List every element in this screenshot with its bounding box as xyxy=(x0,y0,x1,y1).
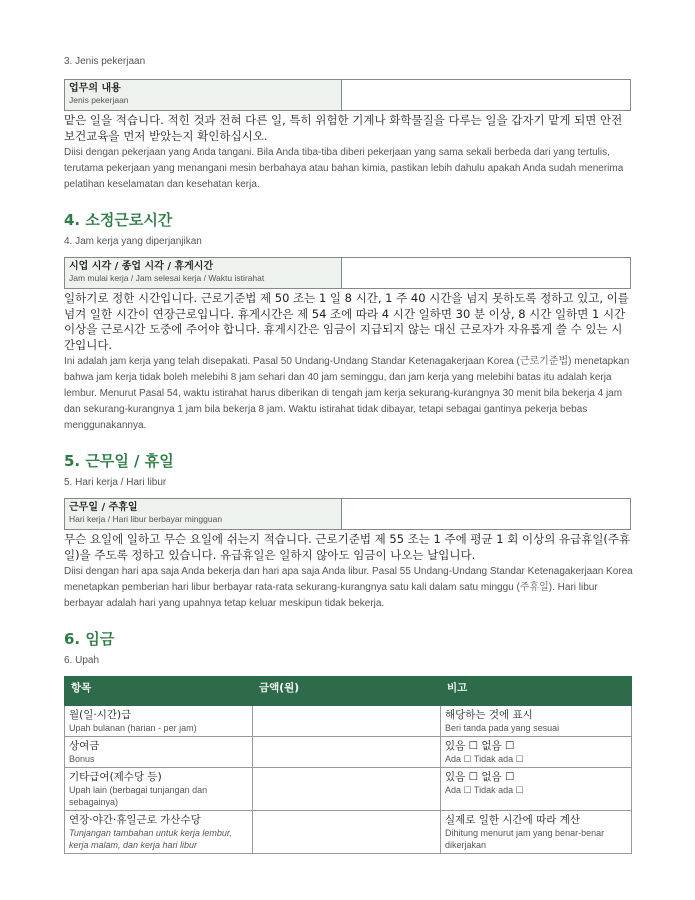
wage-note-cell[interactable] xyxy=(441,768,632,811)
wage-col-amount: 금액(원) xyxy=(253,677,441,706)
wage-note-id: Dihitung menurut jam yang benar-benar dikerjakan xyxy=(445,828,605,850)
work-days-label-cell xyxy=(65,499,342,530)
wage-note-ko: 실제로 일한 시간에 따라 계산 xyxy=(445,814,581,826)
work-hours-label-id: Jam mulai kerja / Jam selesai kerja / Waktu istirahat xyxy=(69,273,265,283)
wage-item-id: Upah lain (berbagai tunjangan dan sebagainya) xyxy=(69,785,208,807)
wage-item-id: Tunjangan tambahan untuk kerja lembur, kerja malam, dan kerja hari libur xyxy=(69,828,232,850)
wage-item-ko: 연장·야간·휴일근로 가산수당 xyxy=(69,814,201,826)
table-row xyxy=(65,811,632,854)
work-days-label-id: Hari kerja / Hari libur berbayar mingguan xyxy=(69,514,223,524)
wage-item-ko: 기타급여(제수당 등) xyxy=(69,771,162,783)
table-row xyxy=(65,737,632,768)
wage-item-ko: 월(일·시간)급 xyxy=(69,709,132,721)
table-row xyxy=(65,706,632,737)
wage-amount-cell[interactable] xyxy=(253,706,441,737)
work-hours-label-ko: 시업 시각 / 종업 시각 / 휴게시간 xyxy=(69,261,214,272)
section-5-heading: 5. 근무일 / 휴일 xyxy=(64,452,174,470)
work-hours-field-table xyxy=(64,257,631,289)
section-5-subheading: 5. Hari kerja / Hari libur xyxy=(64,477,167,488)
work-days-value-cell[interactable] xyxy=(342,499,631,530)
wage-item-id: Bonus xyxy=(69,754,95,764)
job-type-field-table xyxy=(64,79,631,111)
wage-table xyxy=(64,676,632,854)
wage-item-ko: 상여금 xyxy=(69,740,100,752)
job-type-desc-ko: 맡은 일을 적습니다. 적힌 것과 전혀 다른 일, 특히 위험한 기계나 화학물질을 다루는 일을 갑자기 맡게 되면 안전보건교육을 먼저 받았는지 확인하십시오. xyxy=(64,113,623,143)
wage-item-cell xyxy=(65,811,253,854)
work-hours-label-cell xyxy=(65,258,342,289)
work-hours-desc-id: Ini adalah jam kerja yang telah disepakati. Pasal 50 Undang-Undang Standar Ketenagakerjaan Korea (근로기준법) menetapkan bahwa jam kerja tidak boleh melebihi 8 jam sehari dan 40 jam seminggu, dan jam kerja yang melebihi batas itu adalah kerja lembur. Menurut Pasal 54, waktu istirahat harus diberikan di tengah jam kerja sekurang-kurangnya 30 menit bila bekerja 4 jam dan sekurang-kurangnya 1 jam bila bekerja 8 jam. Waktu istirahat tidak dibayar, tetapi sebagai gantinya pekerja bebas menggunakannya. xyxy=(64,356,630,431)
job-type-desc-id: Diisi dengan pekerjaan yang Anda tangani. Bila Anda tiba-tiba diberi pekerjaan yang sama sekali berbeda dari yang tertulis, terutama pekerjaan yang menangani mesin berbahaya atau bahan kimia, pastikan lebih dahulu apakah Anda sudah menerima pelatihan keselamatan dan kesehatan kerja. xyxy=(64,147,624,190)
wage-note-ko: 해당하는 것에 표시 xyxy=(445,709,533,721)
section-3-label: 3. Jenis pekerjaan xyxy=(64,56,146,67)
wage-item-cell xyxy=(65,737,253,768)
wage-amount-cell[interactable] xyxy=(253,811,441,854)
section-4-heading: 4. 소정근로시간 xyxy=(64,211,173,229)
wage-note-id: Beri tanda pada yang sesuai xyxy=(445,723,560,733)
wage-note-cell[interactable] xyxy=(441,737,632,768)
wage-note-ko: 있음 ☐ 없음 ☐ xyxy=(445,771,515,783)
section-6-heading: 6. 임금 xyxy=(64,630,115,648)
job-type-label-ko: 업무의 내용 xyxy=(69,83,121,94)
job-type-label-id: Jenis pekerjaan xyxy=(69,95,129,105)
section-4-subheading: 4. Jam kerja yang diperjanjikan xyxy=(64,236,202,247)
work-days-field-table xyxy=(64,498,631,530)
job-type-label-cell xyxy=(65,80,342,111)
wage-amount-cell[interactable] xyxy=(253,737,441,768)
section-6-subheading: 6. Upah xyxy=(64,655,100,666)
wage-note-cell xyxy=(441,811,632,854)
table-row xyxy=(65,768,632,811)
work-days-desc-ko: 무슨 요일에 일하고 무슨 요일에 쉬는지 적습니다. 근로기준법 제 55 조는 1 주에 평균 1 회 이상의 유급휴일(주휴일)을 주도록 정하고 있습니다. 유급휴일은 일하지 않아도 임금이 나오는 날입니다. xyxy=(64,532,631,562)
wage-note-id: Ada ☐ Tidak ada ☐ xyxy=(445,754,524,764)
wage-note-id: Ada ☐ Tidak ada ☐ xyxy=(445,785,524,795)
work-days-desc-id: Diisi dengan hari apa saja Anda bekerja dan hari apa saja Anda libur. Pasal 55 Undang-Undang Standar Ketenagakerjaan Korea menetapkan pemberian hari libur berbayar rata-rata sekurang-kurangnya satu kali dalam satu minggu (주휴일). Hari libur berbayar adalah hari yang upahnya tetap keluar meskipun tidak bekerja. xyxy=(64,566,633,609)
work-days-label-ko: 근무일 / 주휴일 xyxy=(69,502,138,513)
wage-item-id: Upah bulanan (harian - per jam) xyxy=(69,723,197,733)
job-type-value-cell[interactable] xyxy=(342,80,631,111)
wage-col-item: 항목 xyxy=(65,677,253,706)
wage-table-header xyxy=(65,677,632,706)
work-hours-desc-ko: 일하기로 정한 시간입니다. 근로기준법 제 50 조는 1 일 8 시간, 1 주 40 시간을 넘지 못하도록 정하고 있고, 이를 넘겨 일한 시간이 연장근로입니다. 휴게시간은 제 54 조에 따라 4 시간 일하면 30 분 이상, 8 시간 일하면 1 시간 이상을 근로시간 도중에 주어야 합니다. 휴게시간은 임금이 지급되지 않는 대신 근로자가 자유롭게 쓸 수 있는 시간입니다. xyxy=(64,291,629,352)
wage-note-ko: 있음 ☐ 없음 ☐ xyxy=(445,740,515,752)
wage-col-note: 비고 xyxy=(441,677,632,706)
wage-item-cell xyxy=(65,706,253,737)
wage-amount-cell[interactable] xyxy=(253,768,441,811)
wage-note-cell xyxy=(441,706,632,737)
work-hours-value-cell[interactable] xyxy=(342,258,631,289)
wage-item-cell xyxy=(65,768,253,811)
